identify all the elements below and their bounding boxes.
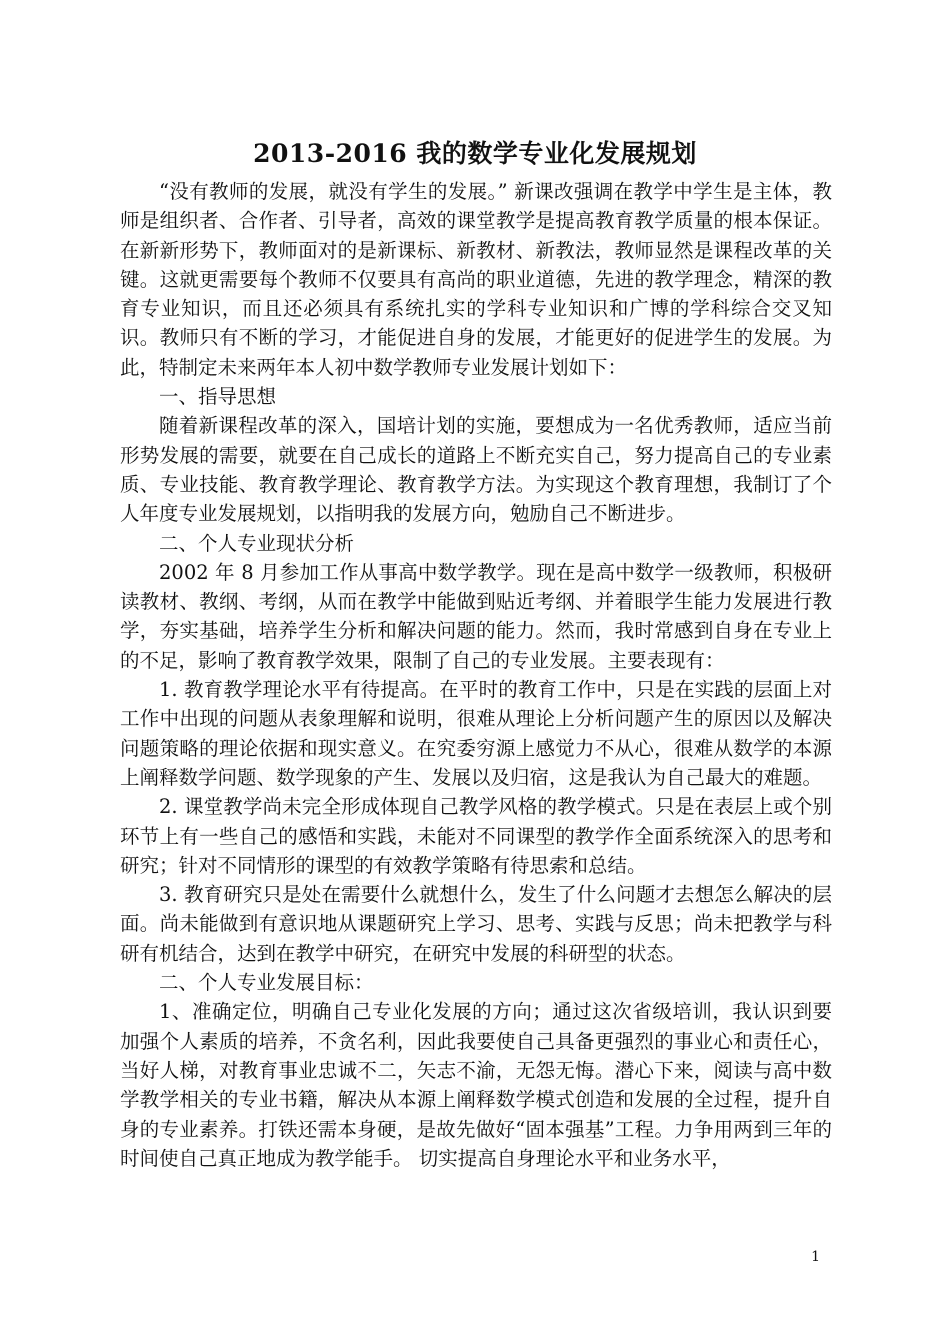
paragraph-issue-1: 1. 教育教学理论水平有待提高。在平时的教育工作中，只是在实践的层面上对工作中出现的问题从表象理解和说明，很难从理论上分析问题产生的原因以及解决问题策略的理论依据和现实意义。在究委穷源上感觉力不从心，很难从数学的本源上阐释数学问题、数学现象的产生、发展以及归宿，这是我认为自己最大的难题。 <box>120 678 832 789</box>
paragraph-issue-2: 2. 课堂教学尚未完全形成体现自己教学风格的教学模式。只是在表层上或个别环节上有一些自己的感悟和实践，未能对不同课型的教学作全面系统深入的思考和研究；针对不同情形的课型的有效教学策略有待思索和总结。 <box>120 795 832 877</box>
paragraph-status-analysis: 2002 年 8 月参加工作从事高中数学教学。现在是高中数学一级教师，积极研读教材、教纲、考纲，从而在教学中能做到贴近考纲、并着眼学生能力发展进行教学，夯实基础，培养学生分析和解决问题的能力。然而，我时常感到自身在专业上的不足，影响了教育教学效果，限制了自己的专业发展。主要表现有： <box>120 560 832 672</box>
document-title: 2013-2016 我的数学专业化发展规划 <box>253 139 697 168</box>
paragraph-intro: “没有教师的发展，就没有学生的发展。” 新课改强调在教学中学生是主体，教师是组织者、合作者、引导者，高效的课堂教学是提高教育教学质量的根本保证。在新新形势下，教师面对的是新课标、新教材、新教法，教师显然是课程改革的关键。这就更需要每个教师不仅要具有高尚的职业道德，先进的教学理念，精深的教育专业知识，而且还必须具有系统扎实的学科专业知识和广博的学科综合交叉知识。教师只有不断的学习，才能促进自身的发展，才能更好的促进学生的发展。为此，特制定未来两年本人初中数学教师专业发展计划如下： <box>120 180 832 379</box>
document-body <box>120 177 832 1173</box>
heading-status-analysis: 二、个人专业现状分析 <box>159 531 355 555</box>
paragraph-guiding-thought: 随着新课程改革的深入，国培计划的实施，要想成为一名优秀教师，适应当前形势发展的需要，就要在自己成长的道路上不断充实自己，努力提高自己的专业素质、专业技能、教育教学理论、教育教学方法。为实现这个教育理想，我制订了个人年度专业发展规划，以指明我的发展方向，勉励自己不断进步。 <box>120 414 832 526</box>
heading-guiding-thought: 一、指导思想 <box>159 385 277 409</box>
paragraph-issue-3: 3. 教育研究只是处在需要什么就想什么，发生了什么问题才去想怎么解决的层面。尚未能做到有意识地从课题研究上学习、思考、实践与反思；尚未把教学与科研有机结合，达到在教学中研究，在研究中发展的科研型的状态。 <box>120 883 832 965</box>
paragraph-goal-1: 1、准确定位，明确自己专业化发展的方向；通过这次省级培训，我认识到要加强个人素质的培养，不贪名利，因此我要使自己具备更强烈的事业心和责任心，当好人梯，对教育事业忠诚不二，矢志不渝，无怨无悔。潜心下来，阅读与高中数学教学相关的专业书籍，解决从本源上阐释数学模式创造和发展的全过程，提升自身的专业素养。打铁还需本身硬，是故先做好“固本强基”工程。力争用两到三年的时间使自己真正地成为教学能手。 切实提高自身理论水平和业务水平， <box>120 1000 832 1170</box>
heading-development-goals: 二、个人专业发展目标： <box>159 971 374 995</box>
page-number: 1 <box>811 1249 820 1265</box>
